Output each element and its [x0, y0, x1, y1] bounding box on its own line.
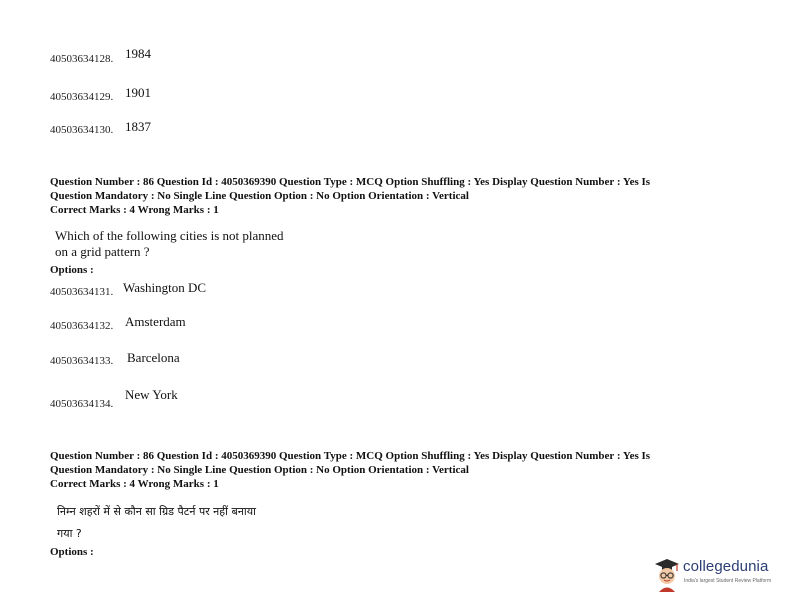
option-text: New York — [125, 387, 178, 402]
option-id: 40503634128. — [50, 53, 114, 65]
option-text: 1837 — [125, 119, 151, 134]
question-meta — [50, 175, 650, 217]
option-id: 40503634132. — [50, 320, 114, 332]
option-text: Amsterdam — [125, 314, 186, 329]
question-text-hindi — [57, 501, 256, 545]
option-text: Barcelona — [127, 350, 180, 365]
option-id: 40503634133. — [50, 355, 114, 367]
question-marks: Correct Marks : 4 Wrong Marks : 1 — [50, 478, 219, 490]
question-text-line-1: निम्न शहरों में से कौन सा ग्रिड पैटर्न पर नहीं बनाया — [57, 505, 256, 518]
question-marks: Correct Marks : 4 Wrong Marks : 1 — [50, 204, 219, 216]
question-text-line-2: गया ? — [57, 527, 82, 540]
question-meta-line-1: Question Number : 86 Question Id : 4050369390 Question Type : MCQ Option Shuffling : Yes Display Question Number : Yes Is — [50, 450, 651, 462]
option-text: Washington DC — [123, 280, 207, 295]
option-id: 40503634129. — [50, 91, 114, 103]
option-text: 1984 — [125, 46, 151, 61]
options-label: Options : — [50, 264, 94, 276]
question-meta — [50, 449, 650, 491]
options-label: Options : — [50, 546, 94, 558]
option-text: 1901 — [125, 85, 151, 100]
option-id: 40503634130. — [50, 124, 114, 136]
option-id: 40503634134. — [50, 398, 114, 410]
logo-tagline: India's largest Student Review Platform — [684, 578, 772, 584]
logo-brand-text: collegedunia — [683, 558, 769, 575]
question-meta-line-2: Question Mandatory : No Single Line Question Option : No Option Orientation : Vertical — [50, 464, 469, 476]
option-id: 40503634131. — [50, 286, 114, 298]
mascot-icon — [653, 557, 681, 593]
question-text-line-2: on a grid pattern ? — [55, 244, 150, 259]
collegedunia-logo — [653, 557, 778, 593]
question-text — [55, 228, 284, 260]
question-text-line-1: Which of the following cities is not planned — [55, 228, 284, 243]
question-meta-line-1: Question Number : 86 Question Id : 4050369390 Question Type : MCQ Option Shuffling : Yes Display Question Number : Yes Is — [50, 176, 651, 188]
question-meta-line-2: Question Mandatory : No Single Line Question Option : No Option Orientation : Vertical — [50, 190, 469, 202]
